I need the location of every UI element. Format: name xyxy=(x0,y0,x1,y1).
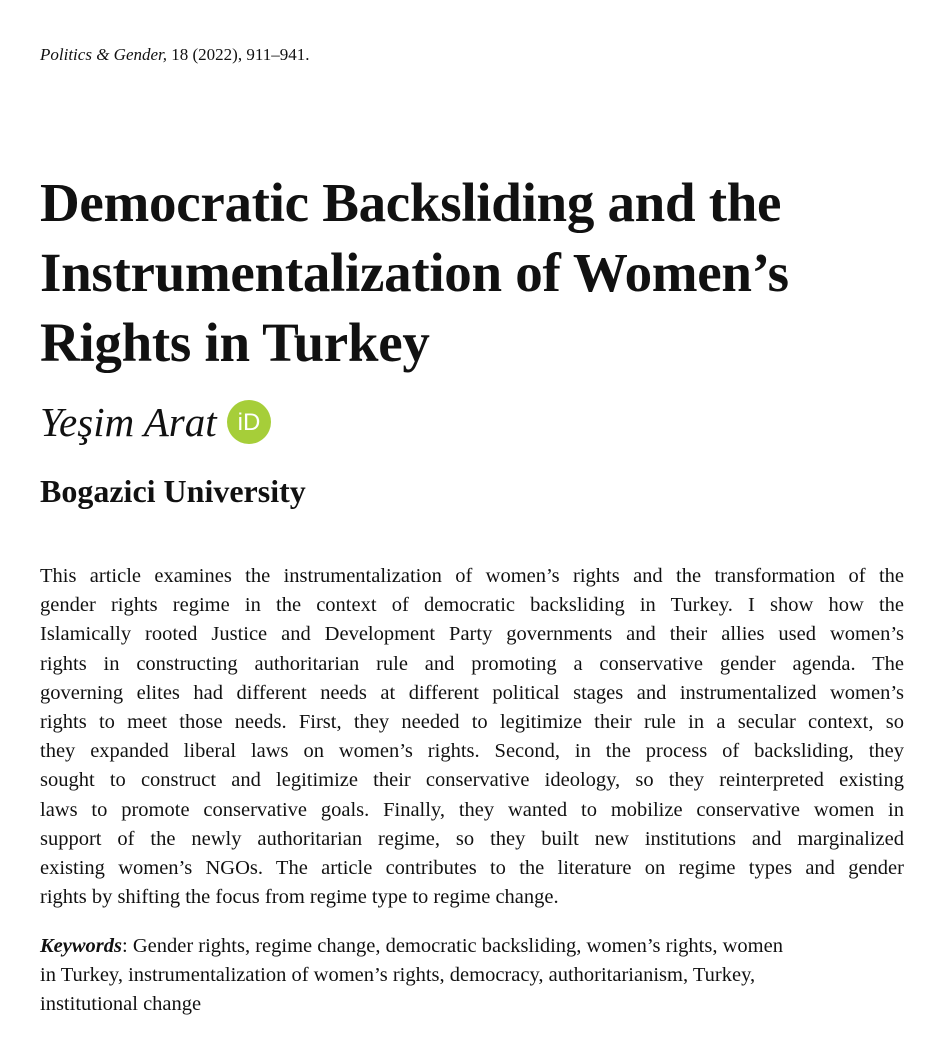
keywords-text: Gender rights, regime change, democratic backsliding, women’s rights, women xyxy=(132,935,783,957)
article-title xyxy=(40,168,920,378)
keywords-label: Keywords xyxy=(40,935,122,957)
title-line: Rights in Turkey xyxy=(40,312,430,373)
journal-name: Politics & Gender, xyxy=(40,45,168,64)
abstract-line: support of the newly authoritarian regime, so they built new institutions and marginalized xyxy=(40,827,904,850)
keywords-separator: : xyxy=(122,935,133,957)
abstract-line: sought to construct and legitimize their conservative ideology, so they reinterpreted existing xyxy=(40,769,904,792)
abstract-line: This article examines the instrumentalization of women’s rights and the transformation of the xyxy=(40,565,904,587)
citation-details: 18 (2022), 911–941. xyxy=(167,45,310,64)
abstract-line: existing women’s NGOs. The article contributes to the literature on regime types and gender xyxy=(40,857,904,880)
abstract-line: governing elites had different needs at different political stages and instrumentalized women’s xyxy=(40,681,904,704)
orcid-badge-text: iD xyxy=(237,409,260,436)
keywords-line: institutional change xyxy=(40,993,202,1016)
abstract-line: gender rights regime in the context of democratic backsliding in Turkey. I show how the xyxy=(40,594,904,617)
keywords-line: in Turkey, instrumentalization of women’s rights, democracy, authoritarianism, Turkey, xyxy=(40,964,756,987)
journal-citation xyxy=(40,44,309,66)
abstract xyxy=(40,562,904,912)
title-line: Instrumentalization of Women’s xyxy=(40,242,789,303)
author-name: Yeşim Arat xyxy=(40,399,217,445)
keywords xyxy=(40,932,904,1020)
abstract-line: laws to promote conservative goals. Finally, they wanted to mobilize conservative women in xyxy=(40,798,904,821)
abstract-line: they expanded liberal laws on women’s rights. Second, in the process of backsliding, they xyxy=(40,740,904,763)
abstract-line: rights in constructing authoritarian rule and promoting a conservative gender agenda. The xyxy=(40,652,904,675)
author-affiliation: Bogazici University xyxy=(40,473,306,509)
orcid-icon[interactable] xyxy=(227,400,271,444)
author-row xyxy=(40,396,271,448)
title-line: Democratic Backsliding and the xyxy=(40,172,782,233)
abstract-line: Islamically rooted Justice and Development Party governments and their allies used women’s xyxy=(40,623,904,646)
keywords-line xyxy=(40,932,904,961)
abstract-line: rights by shifting the focus from regime type to regime change. xyxy=(40,886,559,909)
abstract-line: rights to meet those needs. First, they needed to legitimize their rule in a secular context, so xyxy=(40,711,904,734)
